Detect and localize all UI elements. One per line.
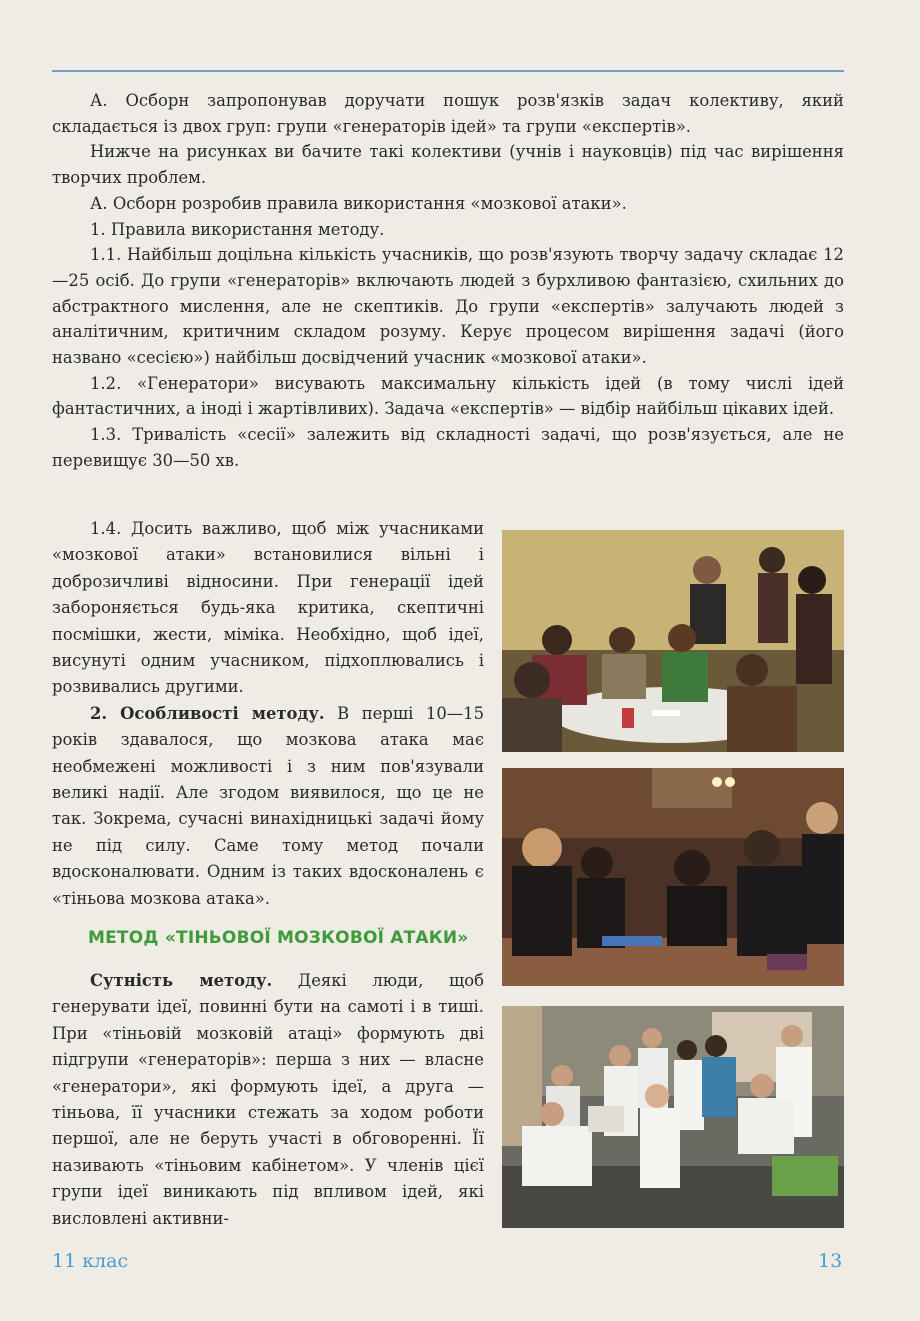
- paragraph: 1.2. «Генератори» висувають максимальну кількість ідей (в тому числі ідей фантастичних, а іноді і жартівливих). Задача «експертів» — відбір найбільш цікавих ідей.: [52, 373, 844, 419]
- bold-lead: 2. Особливості методу.: [90, 703, 325, 723]
- grade-label: 11 клас: [52, 1250, 129, 1272]
- paragraph-method-features: [52, 701, 484, 912]
- left-column-lower: [52, 968, 484, 1232]
- paragraph: Нижче на рисунках ви бачите такі колективи (учнів і науковців) під час вирішення творчих проблем.: [52, 142, 844, 188]
- intro-text: [52, 88, 844, 474]
- photo-scientists-team: [502, 1006, 844, 1228]
- bold-lead: Сутність методу.: [90, 971, 273, 990]
- paragraph: 1. Правила використання методу.: [90, 219, 385, 239]
- photo-students-discussion: [502, 530, 844, 752]
- section-heading: МЕТОД «ТІНЬОВОЇ МОЗКОВОЇ АТАКИ»: [88, 928, 469, 948]
- paragraph-essence: [52, 968, 484, 1232]
- page-number: 13: [818, 1250, 843, 1272]
- paragraph: 1.1. Найбільш доцільна кількість учасників, що розв'язують творчу задачу складає 12—25 осіб. До групи «генераторів» включають людей з бурхливою фантазією, схильних до абстрактного мислення, але не скептиків. До групи «експертів» залучають людей з аналітичним, критичним складом розуму. Керує процесом вирішення задачі (його названо «сесією») найбільш досвідчений учасник «мозкової атаки».: [52, 245, 844, 368]
- paragraph-1-4: 1.4. Досить важливо, щоб між учасниками «мозкової атаки» встановилися вільні і доброзичливі відносини. При генерації ідей забороняється будь-яка критика, скептичні посмішки, жести, міміка. Необхідно, щоб ідеї, висунуті одним учасником, підхоплювались і розвивались другими.: [52, 519, 484, 697]
- photo-students-group-work: [502, 768, 844, 986]
- paragraph-body: В перші 10—15 років здавалося, що мозкова атака має необмежені можливості і з ним пов'язували великі надії. Але згодом виявилося, що це не так. Зокрема, сучасні винахідницькі задачі йому не під силу. Саме тому метод почали вдосконалювати. Одним із таких вдосконалень є «тіньова мозкова атака».: [52, 703, 484, 908]
- paragraph-body: Деякі люди, щоб генерувати ідеї, повинні бути на самоті і в тиші. При «тіньовій мозковій атаці» формують дві підгрупи «генераторів»: перша з них — власне «генератори», які формують ідеї, а друга — тіньова, її учасники стежать за ходом роботи першої, але не беруть участі в обговоренні. Її називають «тіньовим кабінетом». У членів цієї групи ідеї виникають під впливом ідей, які висловлені активни-: [52, 971, 484, 1228]
- paragraph: 1.3. Тривалість «сесії» залежить від складності задачі, що розв'язується, але не перевищує 30—50 хв.: [52, 425, 844, 470]
- paragraph: А. Осборн розробив правила використання «мозкової атаки».: [90, 193, 627, 213]
- left-column-upper: [52, 516, 484, 912]
- top-rule: [52, 70, 844, 72]
- paragraph: А. Осборн запропонував доручати пошук розв'язків задач колективу, який складається із двох груп: групи «генераторів ідей» та групи «експертів».: [52, 91, 844, 136]
